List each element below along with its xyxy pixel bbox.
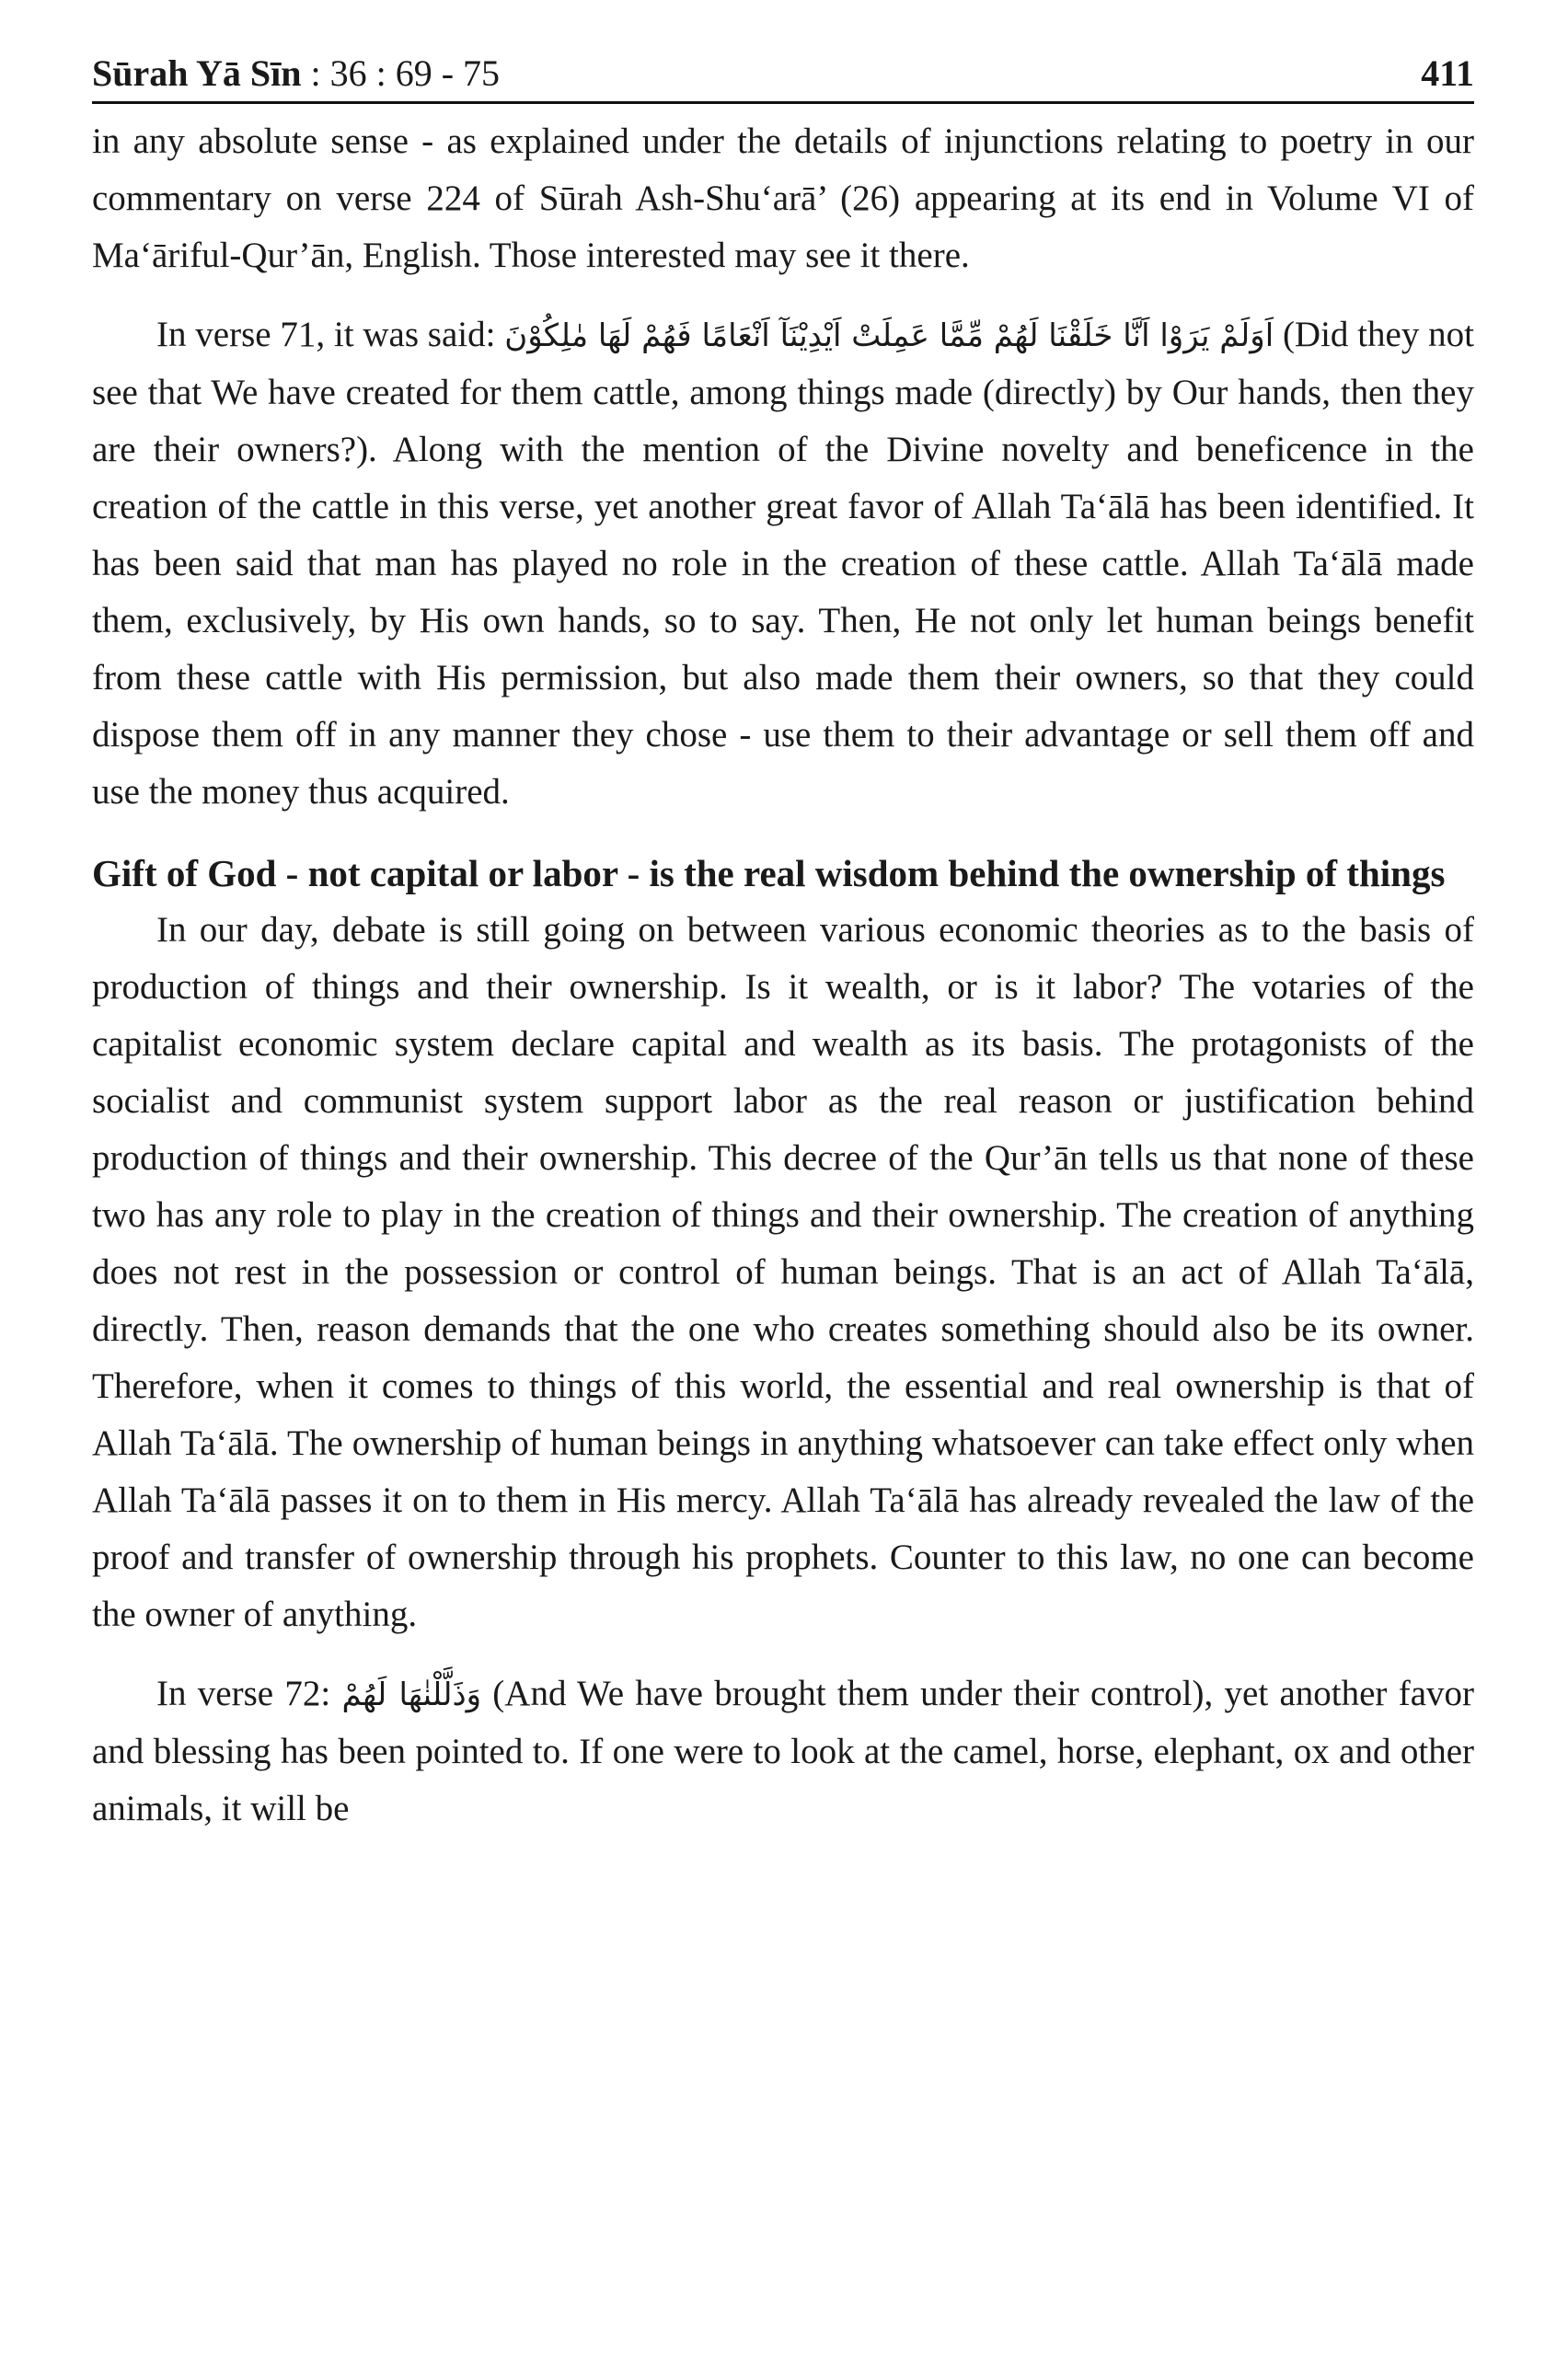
arabic-verse-71: اَوَلَمْ يَرَوْا اَنَّا خَلَقْنَا لَهُمْ مِّمَّا عَمِلَتْ اَيْدِيْنَآ اَنْعَامًا فَهُمْ لَهَا مٰلِكُوْنَ <box>504 317 1274 354</box>
chapter-reference <box>92 53 500 94</box>
book-page <box>92 53 1474 1838</box>
running-header <box>92 53 1474 104</box>
page-number: 411 <box>1421 52 1474 94</box>
paragraph-1: in any absolute sense - as explained under the details of injunctions relating to poetry in our commentary on verse 224 of Sūrah Ash-Shu‘arā’ (26) appearing at its end in Volume VI of Ma‘āriful-Qur’ān, English. Those interested may see it there. <box>92 121 1474 275</box>
verse-range: : 36 : 69 - 75 <box>301 52 501 94</box>
paragraph-4-lead: In verse 72: <box>156 1674 342 1713</box>
surah-title: Sūrah Yā Sīn <box>92 52 302 94</box>
paragraph-3: In our day, debate is still going on between various economic theories as to the basis of production of things and their ownership. Is it wealth, or is it labor? The votaries of the capitalist economic system declare capital and wealth as its basis. The protagonists of the socialist and communist system support labor as the real reason or justification behind production of things and their ownership. This decree of the Qur’ān tells us that none of these two has any role to play in the creation of things and their ownership. The creation of anything does not rest in the possession or control of human beings. That is an act of Allah Ta‘ālā, directly. Then, reason demands that the one who creates something should also be its owner. Therefore, when it comes to things of this world, the essential and real ownership is that of Allah Ta‘ālā. The ownership of human beings in anything whatsoever can take effect only when Allah Ta‘ālā passes it on to them in His mercy. Allah Ta‘ālā has already revealed the law of the proof and transfer of ownership through his prophets. Counter to this law, no one can become the owner of anything. <box>92 910 1474 1634</box>
paragraph-2-lead: In verse 71, it was said: <box>156 315 505 354</box>
paragraph-2-text: (Did they not see that We have created for them cattle, among things made (directly) by Our hands, then they are their owners?). Along with the mention of the Divine novelty and beneficence in the creation of the cattle in this verse, yet another great favor of Allah Ta‘ālā has been identified. It has been said that man has played no role in the creation of these cattle. Allah Ta‘ālā made them, exclusively, by His own hands, so to say. Then, He not only let human beings benefit from these cattle with His permission, but also made them their owners, so that they could dispose them off in any manner they chose - use them to their advantage or sell them off and use the money thus acquired. <box>92 315 1474 812</box>
paragraph-4-text: (And We have brought them under their control), yet another favor and blessing has been pointed to. If one were to look at the camel, horse, elephant, ox and other animals, it will be <box>92 1674 1475 1828</box>
arabic-verse-72: وَذَلَّلْنٰهَا لَهُمْ <box>341 1676 481 1713</box>
paragraph-4 <box>92 1665 1474 1838</box>
paragraph-2 <box>92 306 1474 821</box>
section-heading: Gift of God - not capital or labor - is the real wisdom behind the ownership of things <box>92 852 1446 894</box>
